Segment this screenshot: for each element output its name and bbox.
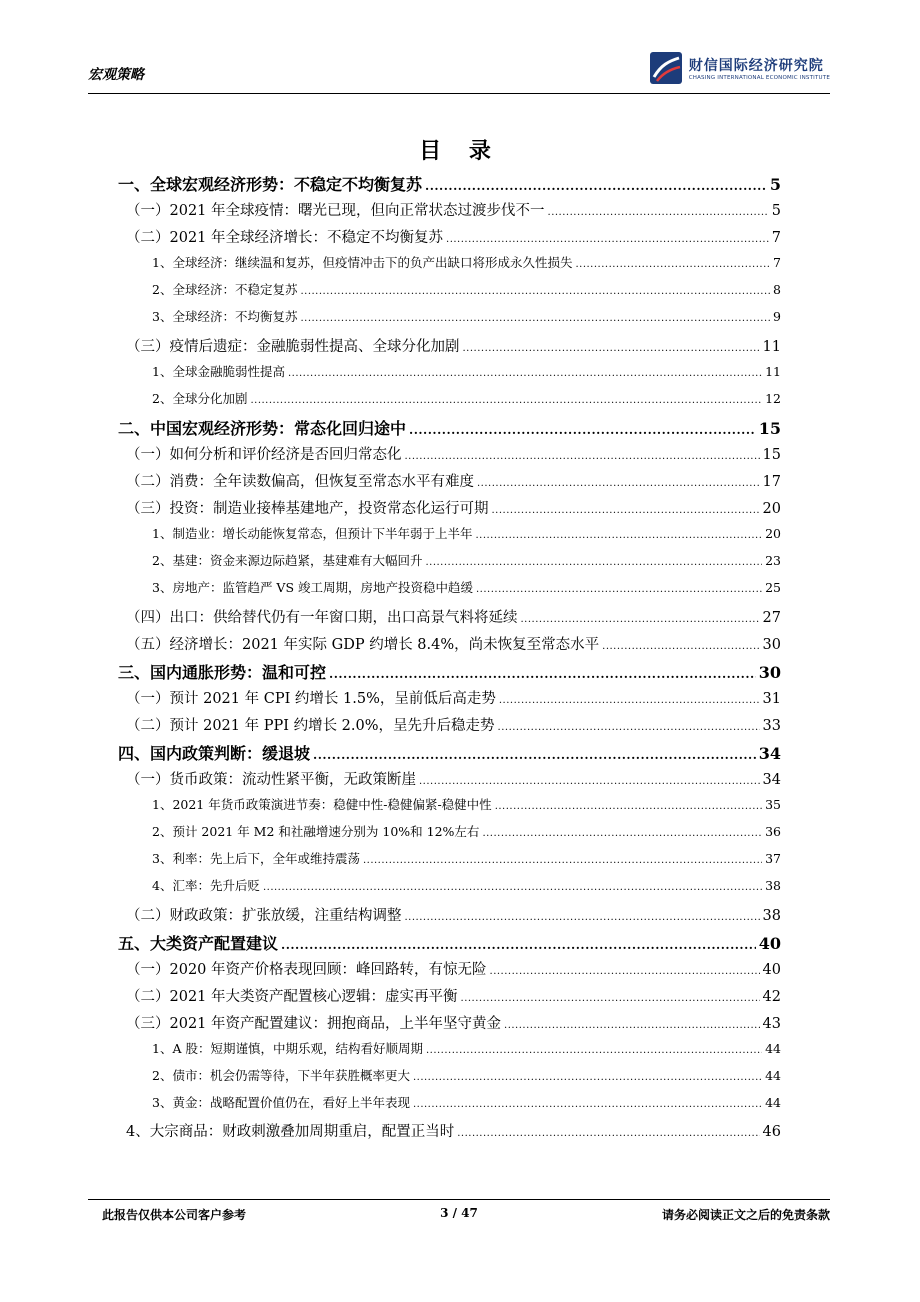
toc-entry-page: 31 <box>762 690 781 707</box>
toc-entry[interactable] <box>118 931 781 958</box>
dot-leader <box>602 641 759 652</box>
dot-leader <box>499 695 760 706</box>
toc-entry-label: 三、国内通胀形势：温和可控 <box>118 662 327 682</box>
dot-leader <box>300 286 770 297</box>
logo-english-name: CHASING INTERNATIONAL ECONOMIC INSTITUTE <box>688 75 830 81</box>
toc-entry-label: 四、国内政策判断：缓退坡 <box>118 743 311 763</box>
dot-leader <box>476 584 762 595</box>
toc-entry[interactable] <box>118 714 781 741</box>
dot-leader <box>419 776 760 787</box>
dot-leader <box>405 451 760 462</box>
toc-entry[interactable] <box>118 199 781 226</box>
toc-entry-page: 38 <box>765 878 781 894</box>
toc-entry-page: 37 <box>765 851 781 867</box>
toc-entry-page: 46 <box>762 1124 781 1141</box>
toc-entry-page: 20 <box>762 501 781 518</box>
toc-entry-page: 33 <box>762 717 781 734</box>
toc-entry[interactable] <box>118 958 781 985</box>
dot-leader <box>521 614 760 625</box>
footer-client-note: 此报告仅供本公司客户参考 <box>102 1208 247 1222</box>
toc-entry[interactable] <box>118 578 781 605</box>
dot-leader <box>482 828 762 839</box>
dot-leader <box>575 259 770 270</box>
toc-entry[interactable] <box>118 1066 781 1093</box>
toc-entry[interactable] <box>118 524 781 551</box>
toc-entry-page: 30 <box>762 636 781 653</box>
footer-divider <box>88 1199 830 1200</box>
toc-entry[interactable] <box>118 660 781 687</box>
toc-entry-page: 40 <box>758 933 781 953</box>
toc-entry[interactable] <box>118 1039 781 1066</box>
toc-entry-label: （一）2021 年全球疫情：曙光已现，但向正常状态过渡步伐不一 <box>126 203 545 220</box>
toc-entry-page: 44 <box>765 1095 781 1111</box>
toc-entry[interactable] <box>118 389 781 416</box>
toc-entry[interactable] <box>118 307 781 334</box>
toc-entry[interactable] <box>118 416 781 443</box>
header-divider <box>88 93 830 94</box>
toc-entry-page: 15 <box>762 446 781 463</box>
toc-entry[interactable] <box>118 253 781 280</box>
dot-leader <box>475 530 762 541</box>
dot-leader <box>425 557 762 568</box>
dot-leader <box>329 667 756 681</box>
toc-entry[interactable] <box>118 849 781 876</box>
toc-entry-page: 44 <box>765 1041 781 1056</box>
dot-leader <box>363 855 762 866</box>
institute-logo <box>649 50 830 86</box>
toc-entry-label: （四）出口：供给替代仍有一年窗口期，出口高景气料将延续 <box>126 609 518 626</box>
toc-entry[interactable] <box>118 687 781 714</box>
toc-entry-page: 17 <box>762 474 781 491</box>
toc-entry-label: （一）2020 年资产价格表现回顾：峰回路转，有惊无险 <box>126 961 487 978</box>
dot-leader <box>463 343 760 354</box>
toc-entry-label: （一）预计 2021 年 CPI 约增长 1.5%，呈前低后高走势 <box>126 690 496 707</box>
dot-leader <box>504 1020 760 1031</box>
dot-leader <box>409 423 756 437</box>
toc-entry-label: 2、预计 2021 年 M2 和社融增速分别为 10%和 12%左右 <box>152 824 480 840</box>
toc-entry-page: 27 <box>762 609 781 626</box>
toc-entry-label: 1、2021 年货币政策演进节奏：稳健中性-稳健偏紧-稳健中性 <box>152 797 492 813</box>
dot-leader <box>498 722 760 733</box>
toc-entry-label: 4、汇率：先升后贬 <box>152 878 260 894</box>
toc-entry[interactable] <box>118 1093 781 1120</box>
dot-leader <box>300 313 770 324</box>
toc-entry-label: 3、黄金：战略配置价值仍在，看好上半年表现 <box>152 1095 410 1111</box>
toc-entry-label: 2、基建：资金来源边际趋紧，基建难有大幅回升 <box>152 553 423 569</box>
toc-entry-page: 12 <box>765 390 781 406</box>
toc-entry[interactable] <box>118 226 781 253</box>
toc-entry-page: 11 <box>762 338 781 355</box>
logo-chinese-name: 财信国际经济研究院 <box>688 58 824 74</box>
toc-entry-page: 8 <box>773 282 781 298</box>
toc-entry[interactable] <box>118 551 781 578</box>
toc-entry-page: 34 <box>758 743 781 763</box>
section-label: 宏观策略 <box>88 67 144 83</box>
toc-entry[interactable] <box>118 362 781 389</box>
dot-leader <box>477 478 760 489</box>
table-of-contents <box>118 172 781 1147</box>
toc-entry-label: 1、全球金融脆弱性提高 <box>152 363 285 379</box>
toc-entry-label: （三）2021 年资产配置建议：拥抱商品，上半年坚守黄金 <box>126 1015 502 1032</box>
dot-leader <box>495 801 762 812</box>
toc-title: 目 录 <box>419 138 501 164</box>
toc-entry-label: 二、中国宏观经济形势：常态化回归途中 <box>118 418 407 438</box>
toc-entry-label: （二）2021 年大类资产配置核心逻辑：虚实再平衡 <box>126 988 458 1005</box>
footer-disclaimer-note: 请务必阅读正文之后的免责条款 <box>661 1208 830 1222</box>
toc-entry-page: 44 <box>765 1068 781 1084</box>
toc-entry[interactable] <box>118 280 781 307</box>
toc-entry-label: 2、全球经济：不稳定复苏 <box>152 282 298 298</box>
dot-leader <box>405 912 760 923</box>
dot-leader <box>413 1072 762 1083</box>
toc-entry-label: （三）疫情后遗症：金融脆弱性提高、全球分化加剧 <box>126 338 460 355</box>
dot-leader <box>288 368 762 379</box>
toc-entry[interactable] <box>118 741 781 768</box>
toc-entry[interactable] <box>118 1120 781 1147</box>
toc-entry-label: （二）消费：全年读数偏高，但恢复至常态水平有难度 <box>126 474 474 491</box>
toc-entry[interactable] <box>118 172 781 199</box>
dot-leader <box>413 1099 762 1110</box>
toc-entry-page: 5 <box>771 203 781 220</box>
toc-entry-page: 9 <box>773 309 781 325</box>
dot-leader <box>492 505 760 516</box>
toc-entry[interactable] <box>118 335 781 362</box>
dot-leader <box>461 993 760 1004</box>
toc-entry[interactable] <box>118 904 781 931</box>
toc-entry-label: （二）财政政策：扩张放缓，注重结构调整 <box>126 907 402 924</box>
toc-entry-page: 23 <box>765 553 781 569</box>
toc-entry-label: 3、利率：先上后下，全年或维持震荡 <box>152 851 360 867</box>
toc-entry-label: 1、全球经济：继续温和复苏，但疫情冲击下的负产出缺口将形成永久性损失 <box>152 255 573 271</box>
toc-entry[interactable] <box>118 795 781 822</box>
toc-entry-label: 五、大类资产配置建议 <box>118 933 279 953</box>
toc-entry[interactable] <box>118 768 781 795</box>
toc-entry-page: 5 <box>769 175 781 194</box>
toc-entry[interactable] <box>118 822 781 849</box>
toc-entry-label: 3、房地产：监管趋严 VS 竣工周期，房地产投资稳中趋缓 <box>152 580 473 596</box>
toc-entry-page: 40 <box>762 961 781 978</box>
toc-entry-label: （三）投资：制造业接棒基建地产，投资常态化运行可期 <box>126 501 489 518</box>
page-number: 3 / 47 <box>440 1206 478 1220</box>
toc-entry-page: 7 <box>771 230 781 247</box>
toc-entry-page: 36 <box>765 824 781 840</box>
toc-entry-label: 2、债市：机会仍需等待，下半年获胜概率更大 <box>152 1068 410 1084</box>
page-footer <box>88 1206 830 1226</box>
dot-leader <box>250 395 762 406</box>
toc-entry[interactable] <box>118 606 781 633</box>
toc-entry-page: 42 <box>762 988 781 1005</box>
toc-entry-page: 30 <box>758 662 781 682</box>
page-header <box>88 50 830 92</box>
dot-leader <box>426 1045 762 1056</box>
dot-leader <box>446 234 769 245</box>
toc-entry[interactable] <box>118 497 781 524</box>
toc-entry[interactable] <box>118 876 781 903</box>
toc-entry-page: 38 <box>762 907 781 924</box>
toc-entry-page: 43 <box>762 1015 781 1032</box>
toc-entry-label: （五）经济增长：2021 年实际 GDP 约增长 8.4%，尚未恢复至常态水平 <box>126 636 600 653</box>
toc-entry-label: 4、大宗商品：财政刺激叠加周期重启，配置正当时 <box>126 1124 455 1141</box>
toc-entry[interactable] <box>118 1012 781 1039</box>
toc-entry[interactable] <box>118 633 781 660</box>
toc-entry-page: 11 <box>765 363 781 379</box>
dot-leader <box>457 1128 759 1139</box>
dot-leader <box>281 938 756 952</box>
toc-entry-page: 15 <box>758 418 781 438</box>
toc-entry[interactable] <box>118 985 781 1012</box>
dot-leader <box>425 179 767 193</box>
institute-logo-icon <box>649 51 683 85</box>
toc-entry-page: 7 <box>773 255 781 271</box>
dot-leader <box>548 207 769 218</box>
dot-leader <box>490 966 760 977</box>
toc-entry-label: 一、全球宏观经济形势：不稳定不均衡复苏 <box>118 175 423 194</box>
toc-entry-page: 25 <box>765 580 781 596</box>
toc-entry-page: 35 <box>765 797 781 813</box>
dot-leader <box>263 882 762 893</box>
toc-entry-label: 1、制造业：增长动能恢复常态，但预计下半年弱于上半年 <box>152 526 473 542</box>
dot-leader <box>313 748 756 762</box>
toc-entry[interactable] <box>118 470 781 497</box>
toc-entry-label: （一）如何分析和评价经济是否回归常态化 <box>126 446 402 463</box>
toc-entry-label: （一）货币政策：流动性紧平衡，无政策断崖 <box>126 772 416 789</box>
toc-entry-label: （二）2021 年全球经济增长：不稳定不均衡复苏 <box>126 230 444 247</box>
toc-entry[interactable] <box>118 443 781 470</box>
toc-entry-page: 34 <box>762 772 781 789</box>
toc-entry-page: 20 <box>765 526 781 542</box>
toc-entry-label: 2、全球分化加剧 <box>152 390 248 406</box>
toc-entry-label: 3、全球经济：不均衡复苏 <box>152 309 298 325</box>
toc-entry-label: （二）预计 2021 年 PPI 约增长 2.0%，呈先升后稳走势 <box>126 717 495 734</box>
toc-entry-label: 1、A 股：短期谨慎，中期乐观，结构看好顺周期 <box>152 1041 423 1056</box>
